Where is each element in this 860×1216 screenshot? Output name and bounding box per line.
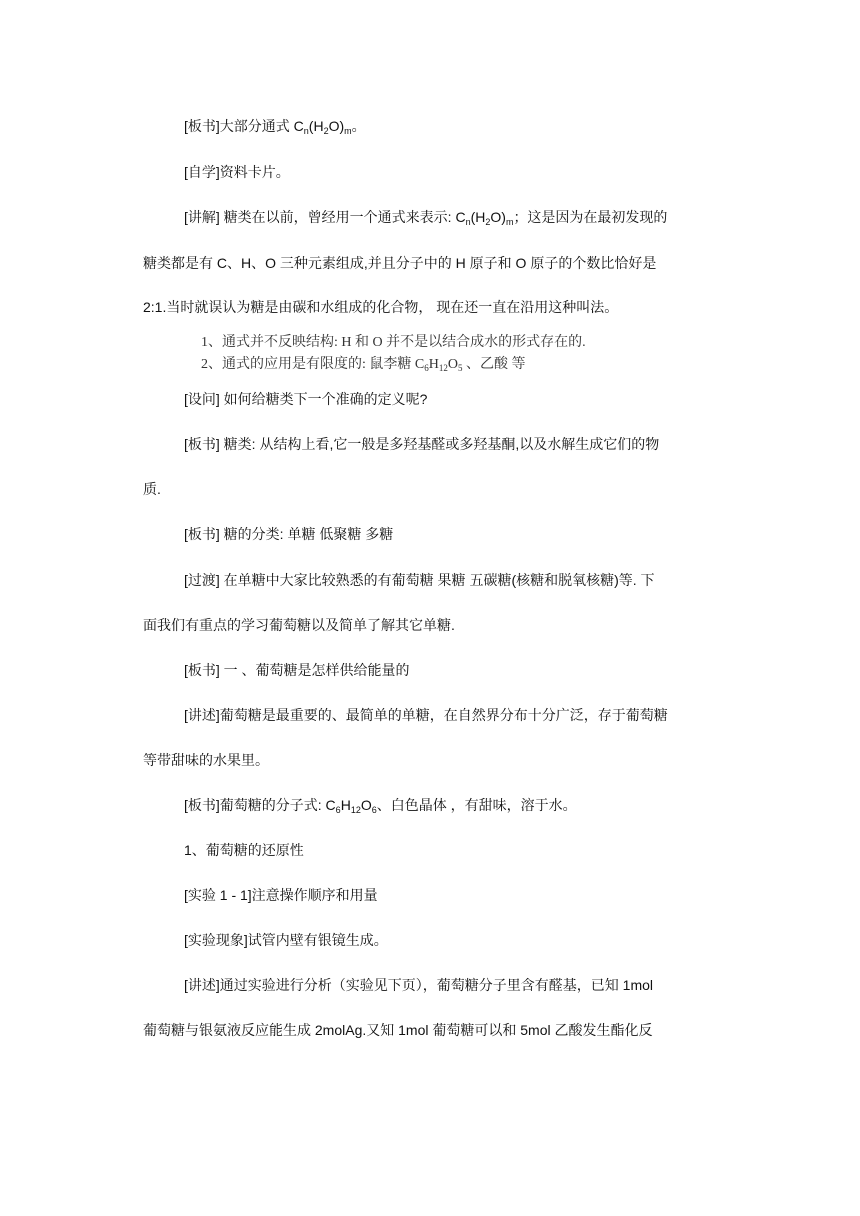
experiment-result-line: [实验现象]试管内壁有银镜生成。 bbox=[184, 932, 388, 948]
subscript: 12 bbox=[350, 805, 361, 815]
text-segment: O bbox=[447, 357, 458, 372]
section-heading-glucose-energy: [板书] 一 、葡萄糖是怎样供给能量的 bbox=[184, 662, 410, 678]
text-segment: O) bbox=[490, 209, 506, 225]
text-segment: H bbox=[340, 797, 351, 813]
transition-line-1: [过渡] 在单糖中大家比较熟悉的有葡萄糖 果糖 五碳糖(核糖和脱氧核糖)等. 下 bbox=[184, 572, 655, 588]
definition-line-1: [板书] 糖类: 从结构上看,它一般是多羟基醛或多羟基酮,以及水解生成它们的物 bbox=[184, 436, 660, 452]
text-segment: O) bbox=[328, 118, 345, 134]
text-segment: ；这是因为在最初发现的 bbox=[513, 209, 668, 225]
analysis-line-2: 葡萄糖与银氨液反应能生成 2molAg.又知 1mol 葡萄糖可以和 5mol 乙酸发生酯化反 bbox=[143, 1022, 653, 1038]
subscript: 6 bbox=[335, 805, 341, 815]
board-note-general-formula bbox=[184, 117, 366, 135]
text-segment: (H bbox=[308, 118, 324, 134]
explanation-line-1 bbox=[184, 208, 667, 226]
definition-line-2: 质. bbox=[143, 481, 161, 497]
text-segment: 2、通式的应用是有限度的: 鼠李糖 C bbox=[201, 357, 425, 372]
text-segment: H bbox=[428, 357, 439, 372]
text-segment: [板书]葡萄糖的分子式: C bbox=[184, 797, 336, 813]
transition-line-2: 面我们有重点的学习葡萄糖以及简单了解其它单糖. bbox=[143, 617, 455, 633]
subscript: 2 bbox=[323, 126, 329, 136]
subscript: n bbox=[303, 126, 309, 136]
analysis-line-1: [讲述]通过实验进行分析（实验见下页），葡萄糖分子里含有醛基，已知 1mol bbox=[184, 977, 654, 993]
text-segment: 。 bbox=[351, 118, 366, 134]
classification-line: [板书] 糖的分类: 单糖 低聚糖 多糖 bbox=[184, 526, 394, 542]
subscript: m bbox=[344, 126, 352, 136]
text-segment: O bbox=[360, 797, 372, 813]
explanation-line-3: 2:1.当时就误认为糖是由碳和水组成的化合物， 现在还一直在沿用这种叫法。 bbox=[143, 299, 619, 315]
explanation-line-2: 糖类都是有 C、H、O 三种元素组成,并且分子中的 H 原子和 O 原子的个数比恰好是 bbox=[143, 255, 657, 271]
question-line: [设问] 如何给糖类下一个准确的定义呢? bbox=[184, 391, 428, 407]
subscript: 12 bbox=[438, 363, 448, 373]
text-segment: 、白色晶体 ，有甜味，溶于水。 bbox=[376, 797, 577, 813]
subscript: 6 bbox=[371, 805, 377, 815]
subscript: 5 bbox=[457, 363, 463, 373]
note-item-1: 1、通式并不反映结构: H 和 O 并不是以结合成水的形式存在的. bbox=[201, 335, 586, 350]
text-segment: (H bbox=[470, 209, 486, 225]
subscript: m bbox=[505, 217, 514, 227]
self-study-line: [自学]资料卡片。 bbox=[184, 164, 290, 180]
experiment-line: [实验 1 - 1]注意操作顺序和用量 bbox=[184, 887, 378, 903]
narration-line-2: 等带甜味的水果里。 bbox=[143, 752, 269, 768]
text-segment: 、乙酸 等 bbox=[462, 357, 526, 372]
subheading-reducing-property: 1、葡萄糖的还原性 bbox=[184, 842, 304, 858]
subscript: n bbox=[465, 217, 471, 227]
text-segment: [讲解] 糖类在以前，曾经用一个通式来表示: C bbox=[184, 209, 466, 225]
note-item-2 bbox=[201, 356, 525, 374]
molecular-formula-line bbox=[184, 796, 577, 814]
narration-line-1: [讲述]葡萄糖是最重要的、最简单的单糖，在自然界分布十分广泛，存于葡萄糖 bbox=[184, 707, 668, 723]
subscript: 2 bbox=[485, 217, 491, 227]
subscript: 6 bbox=[424, 363, 429, 373]
text-segment: [板书]大部分通式 C bbox=[184, 118, 304, 134]
